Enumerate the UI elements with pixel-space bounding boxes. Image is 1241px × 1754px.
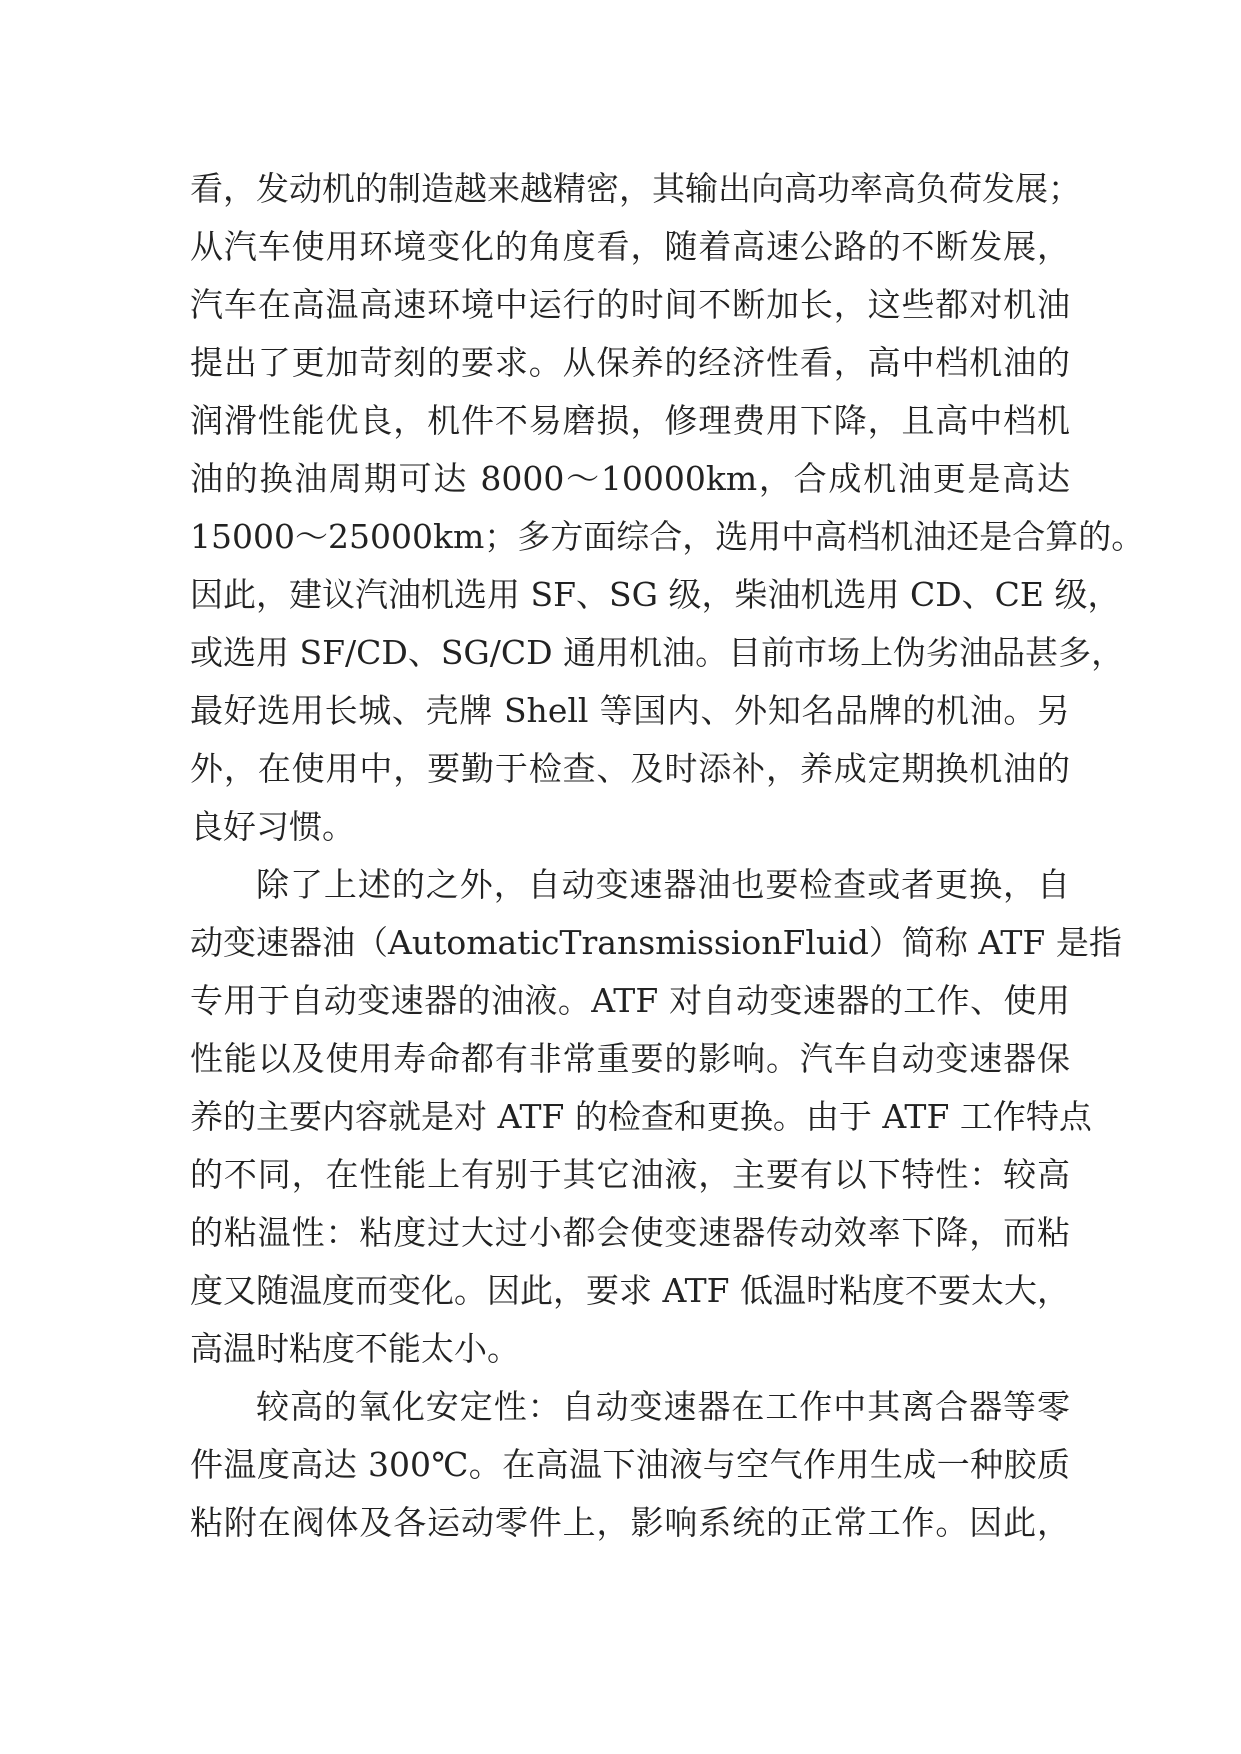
paragraph-2-line-1: 除了上述的之外，自动变速器油也要检查或者更换，自	[256, 865, 1070, 904]
paragraph-2-line-5: 养的主要内容就是对 ATF 的检查和更换。由于 ATF 工作特点	[190, 1097, 1092, 1136]
paragraph-1-line-10: 最好选用长城、壳牌 Shell 等国内、外知名品牌的机油。另	[190, 691, 1070, 730]
paragraph-3-line-3: 粘附在阀体及各运动零件上，影响系统的正常工作。因此，	[190, 1503, 1070, 1542]
paragraph-1-line-6: 油的换油周期可达 8000～10000km，合成机油更是高达	[190, 459, 1070, 498]
paragraph-1-line-8: 因此，建议汽油机选用 SF、SG 级，柴油机选用 CD、CE 级，	[190, 575, 1121, 614]
paragraph-2-line-3: 专用于自动变速器的油液。ATF 对自动变速器的工作、使用	[190, 981, 1070, 1020]
paragraph-2-line-7: 的粘温性：粘度过大过小都会使变速器传动效率下降，而粘	[190, 1213, 1070, 1252]
paragraph-2-line-6: 的不同，在性能上有别于其它油液，主要有以下特性：较高	[190, 1155, 1070, 1194]
paragraph-2-line-8: 度又随温度而变化。因此，要求 ATF 低温时粘度不要太大，	[190, 1271, 1070, 1310]
paragraph-2-line-4: 性能以及使用寿命都有非常重要的影响。汽车自动变速器保	[190, 1039, 1070, 1078]
paragraph-2-line-2: 动变速器油（AutomaticTransmissionFluid）简称 ATF 是指	[190, 923, 1122, 962]
body-text	[190, 160, 1145, 1552]
paragraph-3-line-2: 件温度高达 300℃。在高温下油液与空气作用生成一种胶质	[190, 1445, 1070, 1484]
paragraph-2-line-9: 高温时粘度不能太小。	[190, 1329, 520, 1368]
paragraph-1-line-3: 汽车在高温高速环境中运行的时间不断加长，这些都对机油	[190, 285, 1070, 324]
paragraph-1-line-1: 看，发动机的制造越来越精密，其输出向高功率高负荷发展；	[190, 169, 1081, 208]
paragraph-1-line-2: 从汽车使用环境变化的角度看，随着高速公路的不断发展，	[190, 227, 1070, 266]
paragraph-1-line-4: 提出了更加苛刻的要求。从保养的经济性看，高中档机油的	[190, 343, 1070, 382]
paragraph-3-line-1: 较高的氧化安定性：自动变速器在工作中其离合器等零	[256, 1387, 1070, 1426]
paragraph-1-line-7: 15000～25000km；多方面综合，选用中高档机油还是合算的。	[190, 517, 1145, 556]
paragraph-1-line-5: 润滑性能优良，机件不易磨损，修理费用下降，且高中档机	[190, 401, 1070, 440]
paragraph-1-line-11: 外，在使用中，要勤于检查、及时添补，养成定期换机油的	[190, 749, 1070, 788]
paragraph-1-line-12: 良好习惯。	[190, 807, 355, 846]
paragraph-1-line-9: 或选用 SF/CD、SG/CD 通用机油。目前市场上伪劣油品甚多，	[190, 633, 1125, 672]
